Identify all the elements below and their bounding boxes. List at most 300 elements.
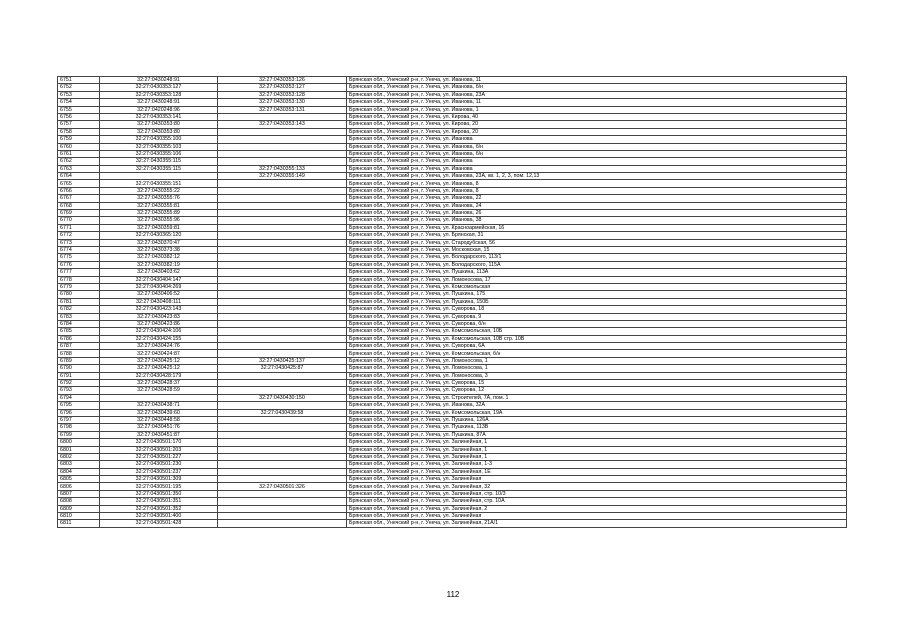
related-cadastral-number-cell [218,143,347,150]
cadastral-number-cell: 32:27:0430353:127 [100,84,218,91]
address-cell: Брянская обл., Унечский р-н, г. Унеча, ул. Залинейная, 2 [347,505,847,512]
cadastral-number-cell: 32:27:0430248:91 [100,77,218,84]
address-cell: Брянская обл., Унечский р-н, г. Унеча, ул. Ломоносова, 1 [347,357,847,364]
cadastral-number-cell: 32:27:0430501:195 [100,483,218,490]
cadastral-number-cell: 32:27:0430501:350 [100,490,218,497]
cadastral-number-cell: 32:27:0430382:19 [100,261,218,268]
address-cell: Брянская обл., Унечский р-н, г. Унеча, ул. Иванова, 24 [347,202,847,209]
related-cadastral-number-cell [218,468,347,475]
related-cadastral-number-cell [218,210,347,217]
address-cell: Брянская обл., Унечский р-н, г. Унеча, ул. Комсомольская, 10В стр. 10В [347,335,847,342]
related-cadastral-number-cell [218,446,347,453]
cadastral-number-cell: 32:27:0420248:96 [100,106,218,113]
table-row [58,210,847,217]
row-number-cell: 6791 [58,372,100,379]
address-cell: Брянская обл., Унечский р-н, г. Унеча, ул. Комсомольская, б/н [347,350,847,357]
address-cell: Брянская обл., Унечский р-н, г. Унеча, ул. Володарского, 115А [347,261,847,268]
address-cell: Брянская обл., Унечский р-н, г. Унеча, ул. Залинейная [347,513,847,520]
related-cadastral-number-cell [218,298,347,305]
cadastral-number-cell: 32:27:0430406:52 [100,291,218,298]
row-number-cell: 6768 [58,202,100,209]
row-number-cell: 6808 [58,498,100,505]
related-cadastral-number-cell [218,343,347,350]
address-cell: Брянская обл., Унечский р-н, г. Унеча, ул. Залинейная, стр. 10А [347,498,847,505]
related-cadastral-number-cell [218,113,347,120]
related-cadastral-number-cell [218,269,347,276]
row-number-cell: 6810 [58,513,100,520]
related-cadastral-number-cell [218,195,347,202]
table-row [58,313,847,320]
cadastral-number-cell: 32:27:0430501:352 [100,505,218,512]
address-cell: Брянская обл., Унечский р-н, г. Унеча, ул. Суворова, 9 [347,313,847,320]
table-row [58,165,847,172]
address-cell: Брянская обл., Унечский р-н, г. Унеча, ул. Пушкина, 113В [347,424,847,431]
related-cadastral-number-cell [218,283,347,290]
address-cell: Брянская обл., Унечский р-н, г. Унеча, ул. Залинейная, стр. 10/3 [347,490,847,497]
table-row [58,446,847,453]
table-row [58,409,847,416]
cadastral-number-cell: 32:27:0430428:179 [100,372,218,379]
address-cell: Брянская обл., Унечский р-н, г. Унеча, ул. Иванова, 1 [347,106,847,113]
row-number-cell: 6803 [58,461,100,468]
address-cell: Брянская обл., Унечский р-н, г. Унеча, ул. Суворова, 6А [347,343,847,350]
cadastral-number-cell: 32:27:0430501:237 [100,468,218,475]
row-number-cell: 6784 [58,320,100,327]
address-cell: Брянская обл., Унечский р-н, г. Унеча, ул. Суворова, 18 [347,306,847,313]
related-cadastral-number-cell [218,217,347,224]
row-number-cell: 6757 [58,121,100,128]
table-row [58,106,847,113]
cadastral-number-cell: 32:27:0430359:81 [100,224,218,231]
address-cell: Брянская обл., Унечский р-н, г. Унеча, ул. Пушкина, 113А [347,269,847,276]
cadastral-number-cell: 32:27:0430424:87 [100,350,218,357]
related-cadastral-number-cell [218,453,347,460]
related-cadastral-number-cell [218,180,347,187]
row-number-cell: 6787 [58,343,100,350]
address-cell: Брянская обл., Унечский р-н, г. Унеча, ул. Пушкина, 126А [347,416,847,423]
row-number-cell: 6799 [58,431,100,438]
address-cell: Брянская обл., Унечский р-н, г. Унеча, ул. Пушкина, 150Б [347,298,847,305]
cadastral-number-cell: 32:27:0430404:147 [100,276,218,283]
cadastral-number-cell: 32:27:0430353:128 [100,91,218,98]
address-cell: Брянская обл., Унечский р-н, г. Унеча, ул. Иванова, б/н [347,150,847,157]
cadastral-number-cell: 32:27:0430448:58 [100,416,218,423]
table-row [58,490,847,497]
related-cadastral-number-cell [218,461,347,468]
table-row [58,77,847,84]
table-row [58,439,847,446]
cadastral-number-cell: 32:27:0430439:60 [100,409,218,416]
cadastral-number-cell: 32:27:0430501:400 [100,513,218,520]
row-number-cell: 6753 [58,91,100,98]
address-cell: Брянская обл., Унечский р-н, г. Унеча, ул. Комсомольская, 19А [347,409,847,416]
address-cell: Брянская обл., Унечский р-н, г. Унеча, ул. Залинейная, 1-3 [347,461,847,468]
address-cell: Брянская обл., Унечский р-н, г. Унеча, ул. Залинейная, 1 [347,453,847,460]
cadastral-number-cell: 32:27:0430248:91 [100,99,218,106]
row-number-cell: 6766 [58,187,100,194]
row-number-cell: 6775 [58,254,100,261]
table-row [58,520,847,527]
related-cadastral-number-cell [218,372,347,379]
row-number-cell: 6754 [58,99,100,106]
row-number-cell: 6789 [58,357,100,364]
related-cadastral-number-cell [218,136,347,143]
cadastral-number-cell: 32:27:0430355:81 [100,202,218,209]
address-cell: Брянская обл., Унечский р-н, г. Унеча, ул. Кирова, 20 [347,121,847,128]
related-cadastral-number-cell [218,476,347,483]
cadastral-number-cell: 32:27:0430353:80 [100,121,218,128]
row-number-cell: 6794 [58,394,100,401]
cadastral-number-cell: 32:27:0430373:38 [100,246,218,253]
row-number-cell: 6795 [58,402,100,409]
cadastral-number-cell: 32:27:0430355:106 [100,150,218,157]
address-cell: Брянская обл., Унечский р-н, г. Унеча, ул. Иванова, 11 [347,99,847,106]
row-number-cell: 6756 [58,113,100,120]
table-row [58,232,847,239]
table-row [58,453,847,460]
cadastral-number-cell: 32:27:0430424:155 [100,335,218,342]
address-cell: Брянская обл., Унечский р-н, г. Унеча, ул. Комсомольская, 10Б [347,328,847,335]
table-row [58,298,847,305]
cadastral-number-cell: 32:27:0430438:71 [100,402,218,409]
related-cadastral-number-cell: 32:27:0430430:150 [218,394,347,401]
cadastral-number-cell [100,173,218,180]
cadastral-number-cell: 32:27:0430501:309 [100,476,218,483]
cadastral-number-cell: 32:27:0430408:111 [100,298,218,305]
cadastral-number-cell: 32:27:0430355:22 [100,187,218,194]
cadastral-number-cell: 32:27:0430365:120 [100,232,218,239]
address-cell: Брянская обл., Унечский р-н, г. Унеча, ул. Залинейная, 1 [347,439,847,446]
table-row [58,468,847,475]
table-row [58,343,847,350]
row-number-cell: 6759 [58,136,100,143]
row-number-cell: 6807 [58,490,100,497]
related-cadastral-number-cell [218,439,347,446]
related-cadastral-number-cell: 32:27:0430353:131 [218,106,347,113]
table-row [58,350,847,357]
related-cadastral-number-cell: 32:27:0430353:130 [218,99,347,106]
related-cadastral-number-cell [218,239,347,246]
registry-table [57,76,847,528]
related-cadastral-number-cell [218,416,347,423]
table-row [58,180,847,187]
cadastral-number-cell: 32:27:0430501:170 [100,439,218,446]
related-cadastral-number-cell [218,424,347,431]
cadastral-number-cell: 32:27:0430451:76 [100,424,218,431]
row-number-cell: 6776 [58,261,100,268]
registry-table-body [58,77,847,528]
row-number-cell: 6760 [58,143,100,150]
row-number-cell: 6786 [58,335,100,342]
table-row [58,121,847,128]
related-cadastral-number-cell [218,520,347,527]
row-number-cell: 6751 [58,77,100,84]
address-cell: Брянская обл., Унечский р-н, г. Унеча, ул. Иванова, 8 [347,180,847,187]
table-row [58,128,847,135]
related-cadastral-number-cell [218,261,347,268]
cadastral-number-cell: 32:27:0430501:351 [100,498,218,505]
related-cadastral-number-cell [218,320,347,327]
table-row [58,498,847,505]
table-row [58,143,847,150]
row-number-cell: 6792 [58,380,100,387]
related-cadastral-number-cell [218,158,347,165]
cadastral-number-cell: 32:27:0430501:230 [100,461,218,468]
row-number-cell: 6811 [58,520,100,527]
table-row [58,91,847,98]
row-number-cell: 6755 [58,106,100,113]
related-cadastral-number-cell [218,128,347,135]
related-cadastral-number-cell [218,431,347,438]
row-number-cell: 6758 [58,128,100,135]
related-cadastral-number-cell: 32:27:0430439:58 [218,409,347,416]
row-number-cell: 6772 [58,232,100,239]
address-cell: Брянская обл., Унечский р-н, г. Унеча, ул. Иванова [347,165,847,172]
row-number-cell: 6788 [58,350,100,357]
address-cell: Брянская обл., Унечский р-н, г. Унеча, ул. Брянская, 31 [347,232,847,239]
table-row [58,276,847,283]
cadastral-number-cell: 32:27:0430355:103 [100,143,218,150]
address-cell: Брянская обл., Унечский р-н, г. Унеча, ул. Залинейная, 32 [347,483,847,490]
table-row [58,283,847,290]
row-number-cell: 6809 [58,505,100,512]
table-row [58,387,847,394]
related-cadastral-number-cell [218,498,347,505]
row-number-cell: 6780 [58,291,100,298]
address-cell: Брянская обл., Унечский р-н, г. Унеча, ул. Суворова, 15 [347,380,847,387]
table-row [58,357,847,364]
related-cadastral-number-cell [218,291,347,298]
address-cell: Брянская обл., Унечский р-н, г. Унеча, ул. Иванова, б/н [347,84,847,91]
cadastral-number-cell: 32:27:0430355:96 [100,217,218,224]
table-row [58,306,847,313]
table-row [58,254,847,261]
table-row [58,394,847,401]
row-number-cell: 6761 [58,150,100,157]
address-cell: Брянская обл., Унечский р-н, г. Унеча, ул. Пушкина, 87А [347,431,847,438]
cadastral-number-cell: 32:27:0430428:59 [100,387,218,394]
related-cadastral-number-cell [218,187,347,194]
related-cadastral-number-cell [218,335,347,342]
related-cadastral-number-cell [218,202,347,209]
related-cadastral-number-cell: 32:27:0430353:126 [218,77,347,84]
row-number-cell: 6806 [58,483,100,490]
cadastral-number-cell: 32:27:0430425:12 [100,365,218,372]
row-number-cell: 6771 [58,224,100,231]
cadastral-number-cell: 32:27:0430355:115 [100,165,218,172]
table-row [58,424,847,431]
row-number-cell: 6793 [58,387,100,394]
row-number-cell: 6767 [58,195,100,202]
page-number: 112 [446,590,460,599]
table-row [58,320,847,327]
table-row [58,269,847,276]
related-cadastral-number-cell [218,350,347,357]
address-cell: Брянская обл., Унечский р-н, г. Унеча, ул. Ломоносова, 1 [347,365,847,372]
address-cell: Брянская обл., Унечский р-н, г. Унеча, ул. Комсомольская [347,283,847,290]
table-row [58,113,847,120]
address-cell: Брянская обл., Унечский р-н, г. Унеча, ул. Иванова, 32А [347,402,847,409]
table-row [58,335,847,342]
table-row [58,224,847,231]
address-cell: Брянская обл., Унечский р-н, г. Унеча, ул. Залинейная, 21А/1 [347,520,847,527]
cadastral-number-cell: 32:27:0430353:80 [100,128,218,135]
related-cadastral-number-cell [218,513,347,520]
address-cell: Брянская обл., Унечский р-н, г. Унеча, ул. Иванова [347,158,847,165]
table-row [58,505,847,512]
row-number-cell: 6782 [58,306,100,313]
cadastral-number-cell: 32:27:0430370:47 [100,239,218,246]
cadastral-number-cell: 32:27:0430353:141 [100,113,218,120]
row-number-cell: 6801 [58,446,100,453]
address-cell: Брянская обл., Унечский р-н, г. Унеча, ул. Пушкина, 175 [347,291,847,298]
related-cadastral-number-cell [218,276,347,283]
address-cell: Брянская обл., Унечский р-н, г. Унеча, ул. Иванова, 8 [347,187,847,194]
related-cadastral-number-cell [218,232,347,239]
row-number-cell: 6778 [58,276,100,283]
table-row [58,461,847,468]
table-row [58,99,847,106]
cadastral-number-cell: 32:27:0430404:269 [100,283,218,290]
related-cadastral-number-cell: 32:27:0430353:127 [218,84,347,91]
table-row [58,380,847,387]
related-cadastral-number-cell [218,402,347,409]
row-number-cell: 6798 [58,424,100,431]
table-row [58,217,847,224]
address-cell: Брянская обл., Унечский р-н, г. Унеча, ул. Володарского, 113/1 [347,254,847,261]
cadastral-number-cell: 32:27:0430382:12 [100,254,218,261]
row-number-cell: 6770 [58,217,100,224]
table-row [58,150,847,157]
table-row [58,173,847,180]
table-row [58,202,847,209]
table-row [58,195,847,202]
cadastral-number-cell: 32:27:0430403:62 [100,269,218,276]
row-number-cell: 6805 [58,476,100,483]
row-number-cell: 6804 [58,468,100,475]
table-row [58,246,847,253]
cadastral-number-cell: 32:27:0430424:76 [100,343,218,350]
table-row [58,372,847,379]
address-cell: Брянская обл., Унечский р-н, г. Унеча, ул. Иванова, 11 [347,77,847,84]
related-cadastral-number-cell [218,246,347,253]
related-cadastral-number-cell [218,224,347,231]
cadastral-number-cell: 32:27:0430355:151 [100,180,218,187]
table-row [58,84,847,91]
table-row [58,431,847,438]
table-row [58,261,847,268]
row-number-cell: 6785 [58,328,100,335]
row-number-cell: 6779 [58,283,100,290]
related-cadastral-number-cell: 32:27:0430353:128 [218,91,347,98]
address-cell: Брянская обл., Унечский р-н, г. Унеча, ул. Ломоносова, 3 [347,372,847,379]
related-cadastral-number-cell [218,254,347,261]
address-cell: Брянская обл., Унечский р-н, г. Унеча, ул. Московская, 15 [347,246,847,253]
table-row [58,483,847,490]
related-cadastral-number-cell: 32:27:0430501:326 [218,483,347,490]
cadastral-number-cell: 32:27:0430451:87 [100,431,218,438]
address-cell: Брянская обл., Унечский р-н, г. Унеча, ул. Иванова, 26 [347,210,847,217]
table-row [58,136,847,143]
row-number-cell: 6800 [58,439,100,446]
cadastral-number-cell: 32:27:0430501:203 [100,446,218,453]
address-cell: Брянская обл., Унечский р-н, г. Унеча, ул. Иванова, б/н [347,143,847,150]
table-row [58,291,847,298]
cadastral-number-cell: 32:27:0430423:86 [100,320,218,327]
row-number-cell: 6763 [58,165,100,172]
address-cell: Брянская обл., Унечский р-н, г. Унеча, ул. Залинейная, 1Е [347,468,847,475]
table-row [58,365,847,372]
related-cadastral-number-cell: 32:27:0430355:133 [218,165,347,172]
related-cadastral-number-cell [218,306,347,313]
related-cadastral-number-cell: 32:27:0430353:143 [218,121,347,128]
related-cadastral-number-cell: 32:27:0430425:87 [218,365,347,372]
related-cadastral-number-cell [218,387,347,394]
address-cell: Брянская обл., Унечский р-н, г. Унеча, ул. Иванова, 23А [347,91,847,98]
related-cadastral-number-cell [218,313,347,320]
address-cell: Брянская обл., Унечский р-н, г. Унеча, ул. Иванова, 38 [347,217,847,224]
row-number-cell: 6773 [58,239,100,246]
related-cadastral-number-cell [218,328,347,335]
row-number-cell: 6752 [58,84,100,91]
cadastral-number-cell: 32:27:0430423:83 [100,313,218,320]
row-number-cell: 6797 [58,416,100,423]
related-cadastral-number-cell [218,380,347,387]
row-number-cell: 6796 [58,409,100,416]
row-number-cell: 6777 [58,269,100,276]
row-number-cell: 6774 [58,246,100,253]
address-cell: Брянская обл., Унечский р-н, г. Унеча, ул. Красноармейская, 16 [347,224,847,231]
address-cell: Брянская обл., Унечский р-н, г. Унеча, ул. Кирова, 20 [347,128,847,135]
cadastral-number-cell: 32:27:0430423:143 [100,306,218,313]
address-cell: Брянская обл., Унечский р-н, г. Унеча, ул. Строителей, 7А, пом. 1 [347,394,847,401]
cadastral-number-cell: 32:27:0430355:89 [100,210,218,217]
related-cadastral-number-cell: 32:27:0430355:149 [218,173,347,180]
cadastral-number-cell: 32:27:0430425:12 [100,357,218,364]
cadastral-number-cell: 32:27:0430355:115 [100,158,218,165]
table-row [58,328,847,335]
related-cadastral-number-cell [218,490,347,497]
table-row [58,476,847,483]
cadastral-number-cell: 32:27:0430355:76 [100,195,218,202]
row-number-cell: 6783 [58,313,100,320]
address-cell: Брянская обл., Унечский р-н, г. Унеча, ул. Суворова, б/н [347,320,847,327]
table-row [58,158,847,165]
table-row [58,513,847,520]
address-cell: Брянская обл., Унечский р-н, г. Унеча, ул. Ломоносова, 17 [347,276,847,283]
row-number-cell: 6781 [58,298,100,305]
address-cell: Брянская обл., Унечский р-н, г. Унеча, ул. Иванова, 22 [347,195,847,202]
row-number-cell: 6802 [58,453,100,460]
row-number-cell: 6764 [58,173,100,180]
row-number-cell: 6765 [58,180,100,187]
row-number-cell: 6790 [58,365,100,372]
row-number-cell: 6769 [58,210,100,217]
related-cadastral-number-cell: 32:27:0430425:137 [218,357,347,364]
address-cell: Брянская обл., Унечский р-н, г. Унеча, ул. Стародубская, 56 [347,239,847,246]
row-number-cell: 6762 [58,158,100,165]
table-row [58,416,847,423]
address-cell: Брянская обл., Унечский р-н, г. Унеча, ул. Залинейная, 1 [347,446,847,453]
address-cell: Брянская обл., Унечский р-н, г. Унеча, ул. Кирова, 40 [347,113,847,120]
address-cell: Брянская обл., Унечский р-н, г. Унеча, ул. Залинейная [347,476,847,483]
related-cadastral-number-cell [218,150,347,157]
address-cell: Брянская обл., Унечский р-н, г. Унеча, ул. Иванова [347,136,847,143]
cadastral-number-cell: 32:27:0430428:37 [100,380,218,387]
address-cell: Брянская обл., Унечский р-н, г. Унеча, ул. Иванова, 23А, кв. 1, 2, 3, пом. 12,13 [347,173,847,180]
cadastral-number-cell: 32:27:0430501:428 [100,520,218,527]
table-row [58,402,847,409]
